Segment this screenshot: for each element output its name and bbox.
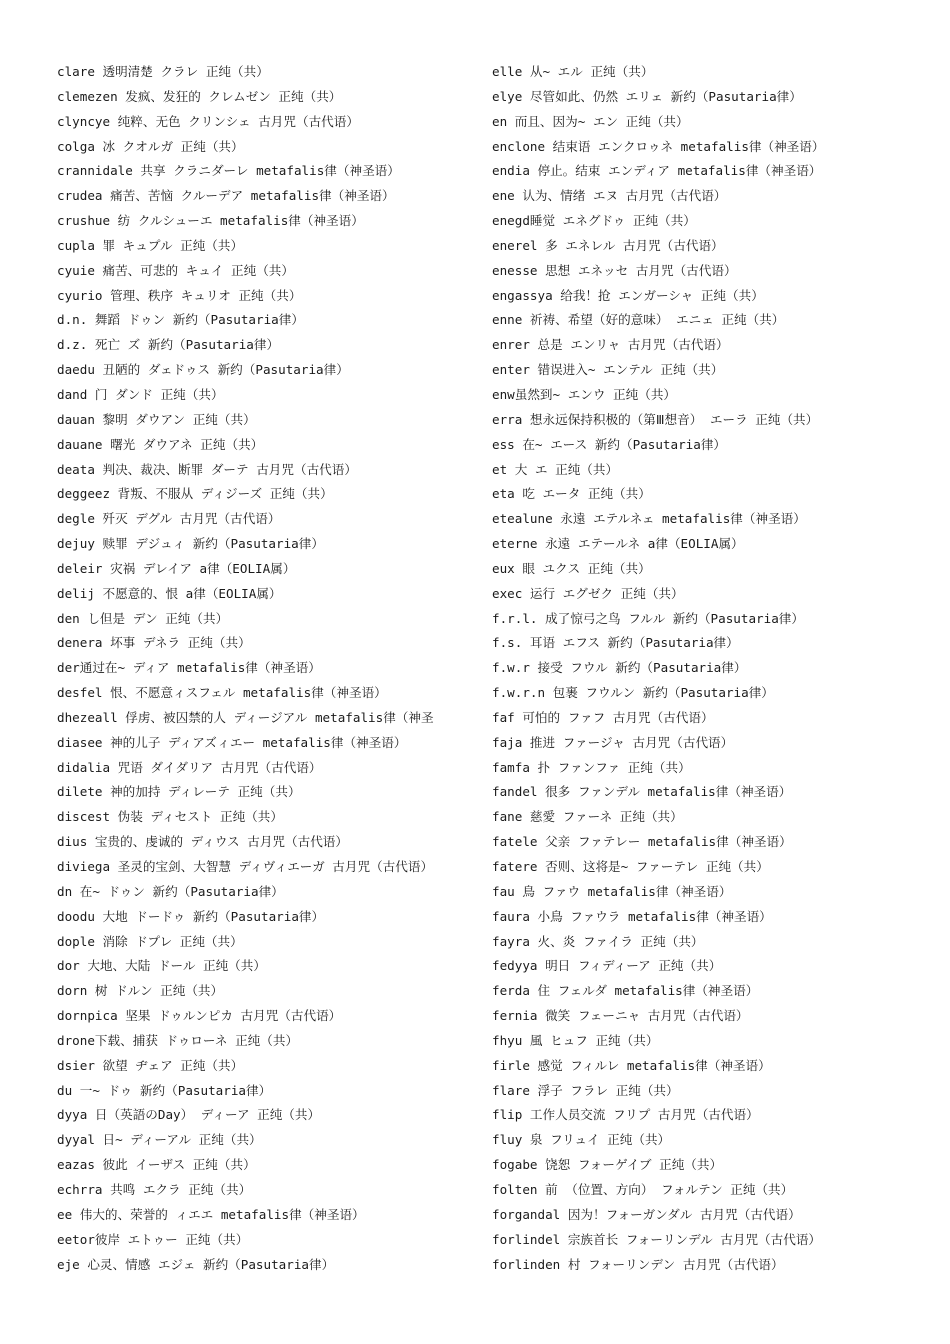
vocab-entry: famfa 扑 ファンファ 正纯（共） [492,759,691,775]
vocab-entry: enne 祈祷、希望（好的意味） エニェ 正纯（共） [492,312,785,328]
vocab-entry: ess 在~ エース 新约（Pasutaria律） [492,436,727,452]
vocab-entry: cyuie 痛苦、可悲的 キュイ 正纯（共） [57,262,294,278]
vocab-entry: dor 大地、大陆 ドール 正纯（共） [57,958,266,974]
vocab-entry: dejuy 赎罪 デジュィ 新约（Pasutaria律） [57,536,324,552]
vocab-entry: fedyya 明日 フィディーア 正纯（共） [492,958,722,974]
vocab-entry: enter 错误进入~ エンテル 正纯（共） [492,362,724,378]
vocab-entry: diviega 圣灵的宝剑、大智慧 ディヴィエーガ 古月咒（古代语） [57,859,434,874]
vocab-entry: dornpica 坚果 ドゥルンピカ 古月咒（古代语） [57,1008,342,1024]
vocab-entry: doodu 大地 ドードゥ 新约（Pasutaria律） [57,908,325,924]
vocab-entry: dyya 日（英語のDay） ディーア 正纯（共） [57,1107,321,1123]
vocab-entry: fau 鳥 ファウ metafalis律（神圣语） [492,883,732,899]
vocab-entry: faura 小鳥 ファウラ metafalis律（神圣语） [492,908,772,924]
vocab-entry: dilete 神的加持 ディレーテ 正纯（共） [57,784,301,800]
vocab-entry: enesse 思想 エネッセ 古月咒（古代语） [492,262,737,278]
vocab-entry: enerel 多 エネレル 古月咒（古代语） [492,237,724,253]
vocab-entry: du 一~ ドゥ 新约（Pasutaria律） [57,1082,272,1098]
vocab-entry: fhyu 風 ヒュフ 正纯（共） [492,1032,659,1048]
vocab-entry: dauane 曙光 ダウアネ 正纯（共） [57,436,264,452]
vocab-entry: dsier 欲望 ヂェア 正纯（共） [57,1057,244,1073]
vocab-entry: cupla 罪 キュプル 正纯（共） [57,237,244,253]
vocab-entry: enrer 总是 エンリャ 古月咒（古代语） [492,337,729,353]
vocab-entry: clyncye 纯粹、无色 クリンシェ 古月咒（古代语） [57,113,359,129]
vocab-entry: endia 停止。结束 エンディア metafalis律（神圣语） [492,163,822,179]
vocab-entry: delij 不愿意的、恨 a律（EOLIA属） [57,585,282,601]
vocab-entry: fogabe 饶恕 フォーゲイブ 正纯（共） [492,1157,723,1173]
vocab-entry: f.w.r.n 包裹 フウルン 新约（Pasutaria律） [492,685,774,701]
vocab-entry: dauan 黎明 ダウアン 正纯（共） [57,411,256,427]
vocab-entry: elle 从~ エル 正纯（共） [492,64,654,79]
vocab-entry: eta 吃 エータ 正纯（共） [492,486,651,502]
vocab-entry: degle 歼灭 デグル 古月咒（古代语） [57,511,281,527]
vocab-entry: deata 判决、裁决、断罪 ダーテ 古月咒（古代语） [57,461,357,477]
vocab-entry: discest 伪装 ディセスト 正纯（共） [57,809,283,825]
vocab-entry: forlindel 宗族首长 フォーリンデル 古月咒（古代语） [492,1231,822,1247]
vocab-entry: denera 坏事 デネラ 正纯（共） [57,635,251,651]
vocab-entry: fluy 泉 フリュイ 正纯（共） [492,1132,671,1148]
vocab-entry: engassya 给我！抢 エンガーシャ 正纯（共） [492,287,764,303]
right-column [492,60,932,1277]
vocab-entry: colga 冰 クオルガ 正纯（共） [57,138,244,154]
vocab-entry: eazas 彼此 イーザス 正纯（共） [57,1157,256,1173]
vocab-entry: ferda 住 フェルダ metafalis律（神圣语） [492,983,759,999]
vocab-entry: fatele 父亲 ファテレー metafalis律（神圣语） [492,834,792,850]
vocab-entry: flip 工作人员交流 フリプ 古月咒（古代语） [492,1107,759,1123]
vocab-entry: dn 在~ ドゥン 新约（Pasutaria律） [57,883,284,899]
vocab-entry: dius 宝贵的、虔诚的 ディウス 古月咒（古代语） [57,834,348,850]
vocab-entry: et 大 エ 正纯（共） [492,461,619,477]
vocab-entry: eje 心灵、情感 エジェ 新约（Pasutaria律） [57,1256,335,1272]
vocab-entry: ee 伟大的、荣誉的 ィエエ metafalis律（神圣语） [57,1206,365,1222]
vocab-entry: flare 浮子 フラレ 正纯（共） [492,1082,679,1098]
vocab-entry: exec 运行 エグゼク 正纯（共） [492,585,684,601]
vocab-entry: fane 慈愛 ファーネ 正纯（共） [492,809,683,825]
vocab-entry: d.n. 舞蹈 ドゥン 新约（Pasutaria律） [57,312,304,328]
vocab-entry: echrra 共鸣 エクラ 正纯（共） [57,1181,252,1197]
vocab-entry: den し但是 デン 正纯（共） [57,610,229,626]
vocab-entry: eterne 永遠 エテールネ a律（EOLIA属） [492,536,744,552]
vocab-entry: faf 可怕的 ファフ 古月咒（古代语） [492,709,714,725]
vocab-entry: f.w.r 接受 フウル 新约（Pasutaria律） [492,660,747,676]
vocab-entry: firle 感觉 フィルレ metafalis律（神圣语） [492,1057,771,1073]
vocab-entry: fayra 火、炎 ファイラ 正纯（共） [492,933,704,949]
vocab-entry: desfel 恨、不愿意ィスフェル metafalis律（神圣语） [57,685,387,701]
vocab-entry: der通过在~ ディア metafalis律（神圣语） [57,660,321,676]
vocab-entry: drone下载、捕获 ドゥローネ 正纯（共） [57,1032,299,1048]
vocab-entry: forgandal 因为！フォーガンダル 古月咒（古代语） [492,1206,801,1222]
vocab-entry: fandel 很多 ファンデル metafalis律（神圣语） [492,784,792,800]
vocab-entry: fatere 否则、这将是~ ファーテレ 正纯（共） [492,859,769,874]
vocab-entry: elye 尽管如此、仍然 エリェ 新约（Pasutaria律） [492,88,802,104]
vocab-entry: eetor彼岸 エトゥー 正纯（共） [57,1231,249,1247]
vocab-entry: crudea 痛苦、苦恼 クルーデア metafalis律（神圣语） [57,188,395,204]
vocab-entry: eux 眼 ユクス 正纯（共） [492,560,651,576]
vocab-entry: daedu 丑陋的 ダェドゥス 新约（Pasutaria律） [57,362,349,378]
vocab-entry: faja 推进 ファージャ 古月咒（古代语） [492,734,734,750]
vocab-entry: f.r.l. 成了惊弓之鸟 フルル 新约（Pasutaria律） [492,610,804,626]
vocab-entry: crushue 纺 クルシューエ metafalis律（神圣语） [57,213,364,229]
vocab-entry: dyyal 日~ ディーアル 正纯（共） [57,1132,262,1148]
vocab-entry: crannidale 共享 クラニダーレ metafalis律（神圣语） [57,163,400,179]
left-column [57,60,467,1277]
vocab-entry: diasee 神的儿子 ディアズィエー metafalis律（神圣语） [57,734,407,750]
vocab-entry: ene 认为、情绪 エヌ 古月咒（古代语） [492,188,727,204]
vocab-entry: clare 透明清楚 クラレ 正纯（共） [57,64,269,79]
vocab-entry: d.z. 死亡 ズ 新约（Pasutaria律） [57,337,280,353]
vocab-entry: didalia 咒语 ダイダリア 古月咒（古代语） [57,759,322,775]
vocab-entry: dhezeall 俘虏、被囚禁的人 ディージアル metafalis律（神圣 [57,709,434,725]
vocab-entry: folten 前 （位置、方向） フォルテン 正纯（共） [492,1181,794,1197]
vocab-entry: fernia 微笑 フェーニャ 古月咒（古代语） [492,1008,749,1024]
vocab-entry: forlinden 村 フォーリンデン 古月咒（古代语） [492,1256,784,1272]
vocab-entry: enw虽然到~ エンウ 正纯（共） [492,386,677,402]
vocab-entry: erra 想永远保持积极的（第Ⅲ想音） エーラ 正纯（共） [492,411,819,427]
vocab-entry: enegd睡觉 エネグドゥ 正纯（共） [492,213,696,229]
vocab-entry: en 而且、因为~ エン 正纯（共） [492,113,689,129]
vocab-entry: dorn 树 ドルン 正纯（共） [57,983,224,999]
vocab-entry: enclone 结束语 エンクロゥネ metafalis律（神圣语） [492,138,825,154]
vocab-entry: dople 消除 ドプレ 正纯（共） [57,933,243,949]
vocab-entry: deggeez 背叛、不服从 ディジーズ 正纯（共） [57,486,333,502]
vocab-entry: deleir 灾祸 デレイア a律（EOLIA属） [57,560,296,576]
vocab-entry: dand 门 ダンド 正纯（共） [57,386,224,402]
vocab-entry: f.s. 耳语 エフス 新约（Pasutaria律） [492,635,739,651]
vocab-entry: clemezen 发疯、发狂的 クレムゼン 正纯（共） [57,88,342,104]
vocab-entry: etealune 永遠 エテルネェ metafalis律（神圣语） [492,511,806,527]
vocab-entry: cyurio 管理、秩序 キュリオ 正纯（共） [57,287,302,303]
